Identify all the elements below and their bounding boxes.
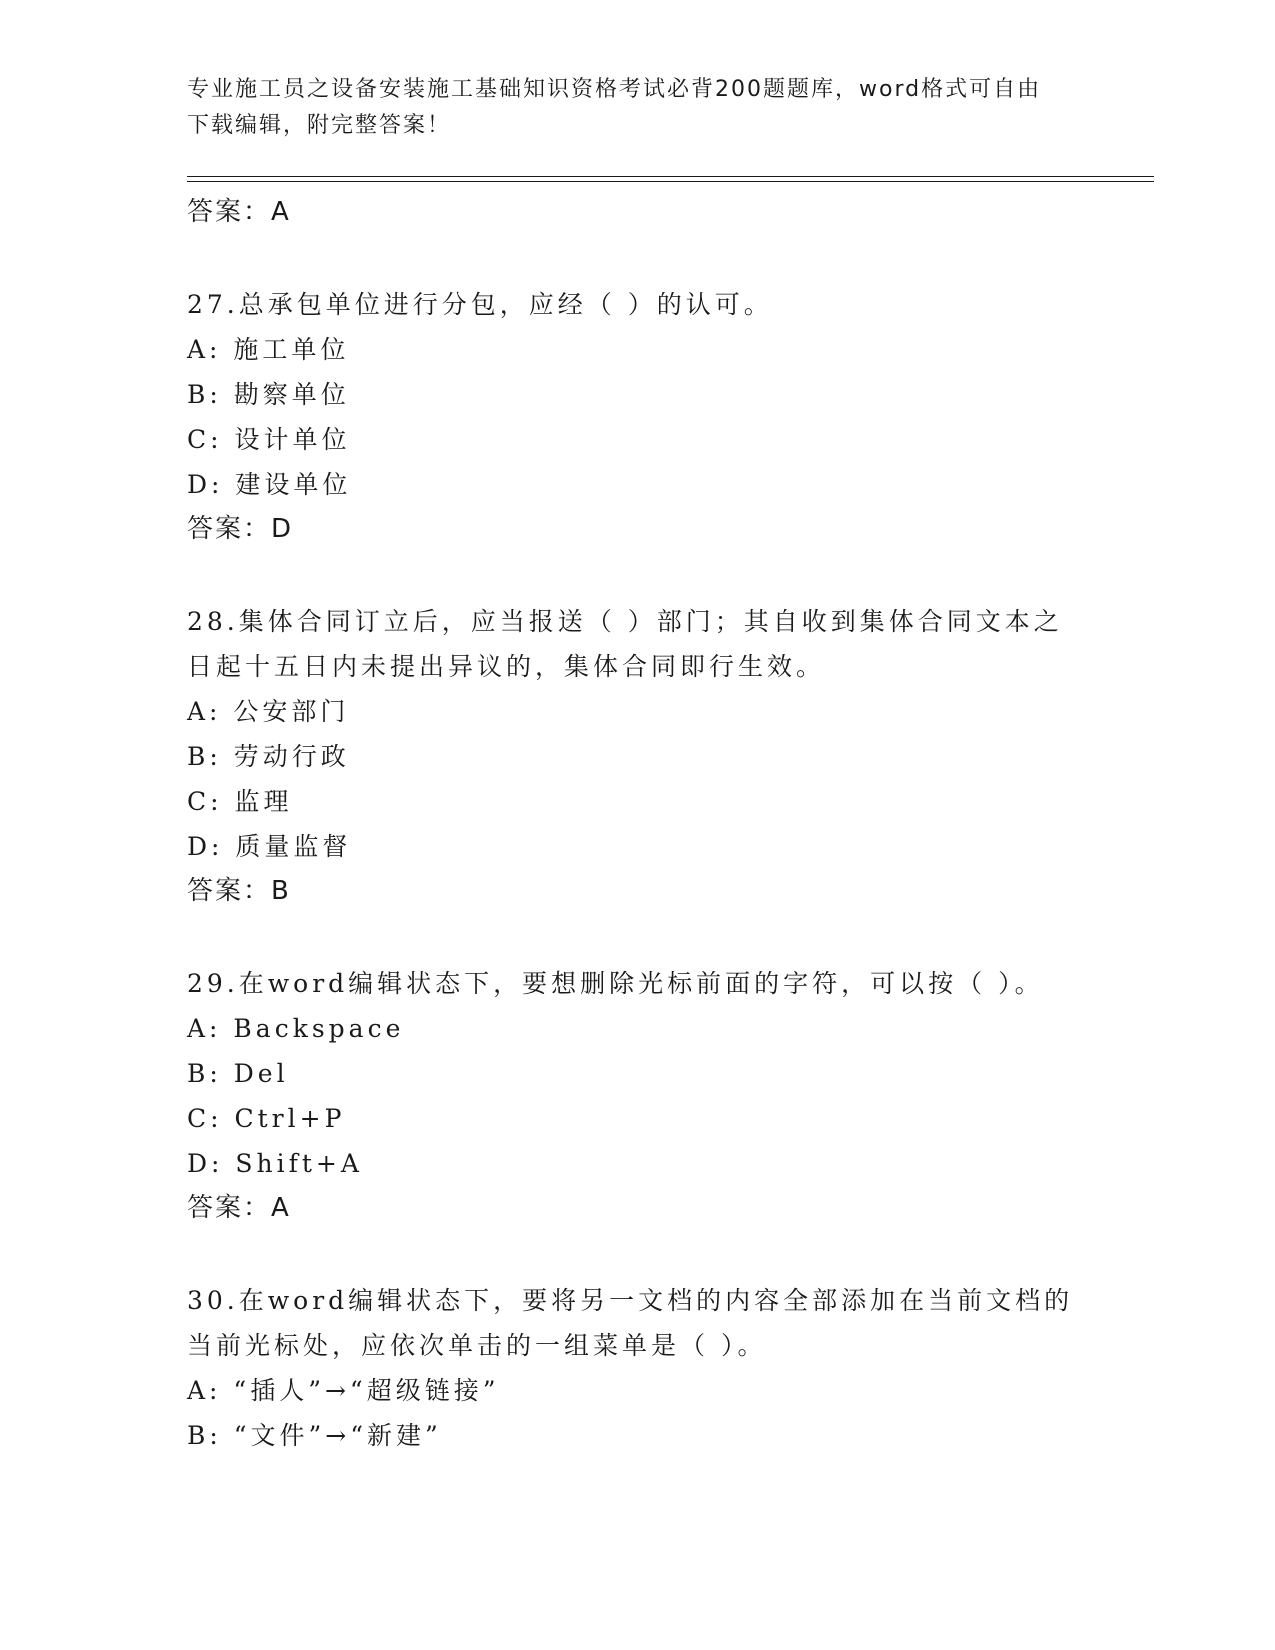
option-b: B: 勘察单位 — [187, 380, 350, 409]
option-c: C: Ctrl+P — [187, 1104, 346, 1133]
question-list — [187, 190, 1087, 1458]
option-b: B: 劳动行政 — [187, 742, 350, 771]
answer-26: 答案：A — [187, 197, 291, 227]
question-stem-line-2: 日起十五日内未提出异议的，集体合同即行生效。 — [187, 652, 826, 681]
option-c: C: 监理 — [187, 787, 293, 816]
option-b: B: Del — [187, 1059, 289, 1088]
question-30 — [187, 1278, 1087, 1458]
question-stem: 27.总承包单位进行分包，应经（ ）的认可。 — [187, 290, 773, 319]
question-28 — [187, 599, 1087, 914]
option-a: A: 施工单位 — [187, 335, 350, 364]
question-stem-line-1: 30.在word编辑状态下，要将另一文档的内容全部添加在当前文档的 — [187, 1286, 1074, 1315]
option-a: A: “插人”→“超级链接” — [187, 1376, 500, 1405]
answer: 答案：D — [187, 514, 294, 544]
question-27 — [187, 282, 1087, 552]
option-a: A: Backspace — [187, 1014, 405, 1043]
question-stem-line-1: 28.集体合同订立后，应当报送（ ）部门；其自收到集体合同文本之 — [187, 607, 1063, 636]
answer: 答案：A — [187, 1193, 291, 1223]
document-header — [187, 72, 1067, 144]
option-d: D: 建设单位 — [187, 470, 352, 499]
option-d: D: 质量监督 — [187, 832, 352, 861]
header-divider — [187, 176, 1154, 182]
option-a: A: 公安部门 — [187, 697, 350, 726]
option-c: C: 设计单位 — [187, 425, 351, 454]
option-d: D: Shift+A — [187, 1149, 363, 1178]
option-b: B: “文件”→“新建” — [187, 1421, 442, 1450]
spacer — [187, 552, 1087, 599]
question-stem: 29.在word编辑状态下，要想删除光标前面的字符，可以按（ ）。 — [187, 969, 1044, 998]
question-29 — [187, 961, 1087, 1231]
header-title-line-1: 专业施工员之设备安装施工基础知识资格考试必背200题题库，word格式可自由 — [187, 77, 1042, 102]
spacer — [187, 235, 1087, 282]
answer: 答案：B — [187, 876, 291, 906]
header-title-line-2: 下载编辑，附完整答案！ — [187, 113, 452, 138]
spacer — [187, 914, 1087, 961]
spacer — [187, 1231, 1087, 1278]
question-stem-line-2: 当前光标处，应依次单击的一组菜单是（ ）。 — [187, 1331, 767, 1360]
